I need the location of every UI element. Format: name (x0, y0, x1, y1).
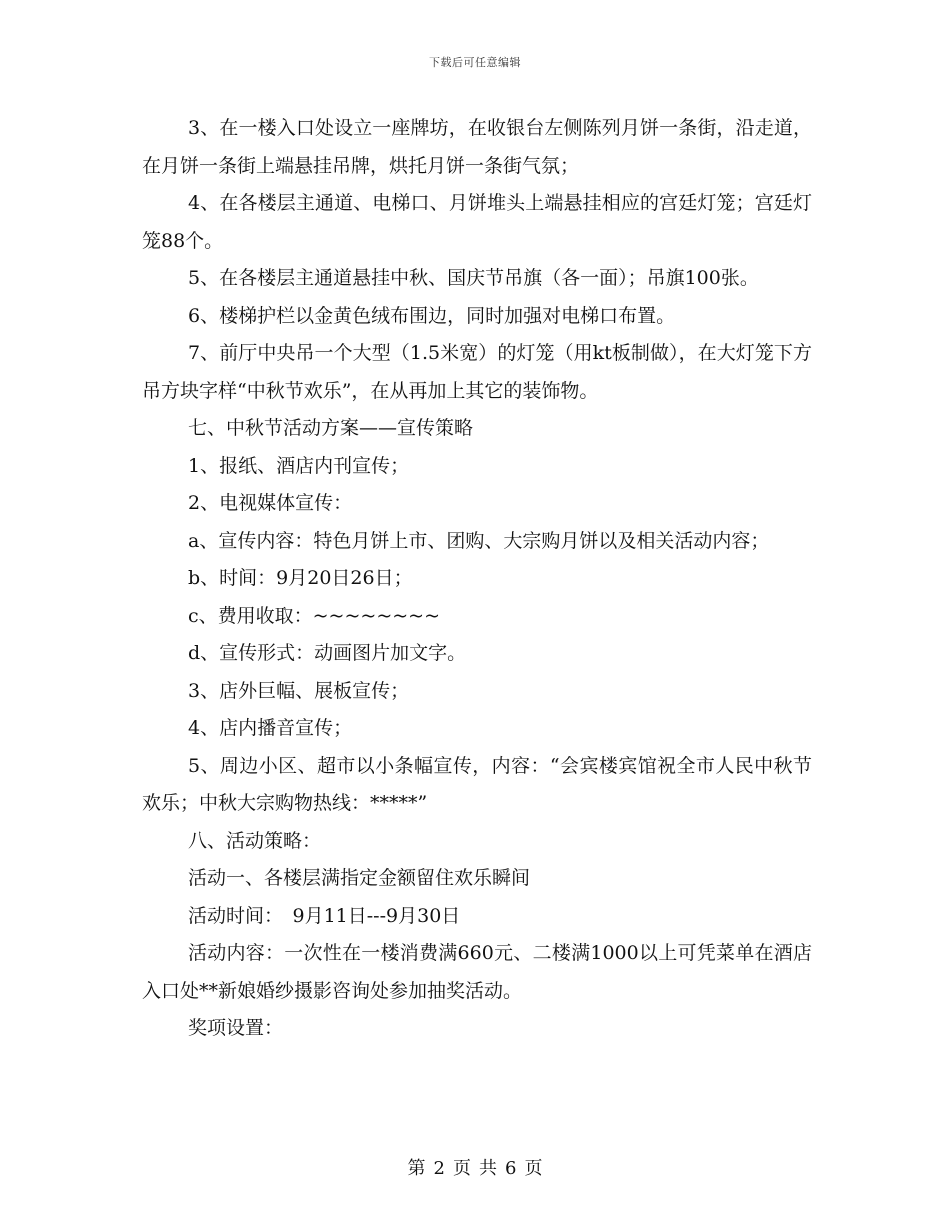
section-heading-promotion: 七、中秋节活动方案——宣传策略 (188, 417, 474, 439)
page-footer (0, 1154, 950, 1180)
footer-ye2: 页 (524, 1158, 543, 1179)
paragraph-decoration-7: 7、前厅中央吊一个大型（1.5米宽）的灯笼（用kt板制做），在大灯笼下方吊方块字样“中秋节欢乐”，在从再加上其它的装饰物。 (142, 342, 812, 402)
footer-di: 第 (407, 1158, 426, 1179)
paragraph-promo-2b: b、时间：9月20日26日； (188, 567, 413, 589)
paragraph-prize-settings: 奖项设置： (188, 1017, 284, 1039)
footer-page-number: 2 (433, 1158, 445, 1179)
section-heading-strategy: 八、活动策略： (188, 829, 322, 852)
paragraph-promo-3: 3、店外巨幅、展板宣传； (188, 679, 410, 702)
document-body (142, 110, 812, 1048)
footer-total-pages: 6 (505, 1158, 517, 1179)
footer-gong: 共 (479, 1158, 497, 1179)
paragraph-promo-2: 2、电视媒体宣传： (188, 492, 353, 514)
paragraph-decoration-5: 5、在各楼层主通道悬挂中秋、国庆节吊旗（各一面）；吊旗100张。 (188, 267, 759, 289)
paragraph-promo-2a: a、宣传内容：特色月饼上市、团购、大宗购月饼以及相关活动内容； (188, 529, 770, 552)
paragraph-activity-one: 活动一、各楼层满指定金额留住欢乐瞬间 (188, 867, 531, 889)
paragraph-promo-4: 4、店内播音宣传； (188, 717, 353, 739)
paragraph-promo-1: 1、报纸、酒店内刊宣传； (188, 454, 410, 477)
page-header-note: 下载后可任意编辑 (429, 56, 521, 69)
paragraph-promo-2c: c、费用收取：~~~~~~~~ (188, 604, 441, 627)
paragraph-activity-time: 活动时间： 9月11日---9月30日 (188, 904, 461, 927)
footer-ye: 页 (453, 1158, 471, 1179)
paragraph-promo-2d: d、宣传形式：动画图片加文字。 (188, 642, 467, 664)
paragraph-promo-5: 5、周边小区、超市以小条幅宣传，内容：“会宾楼宾馆祝全市人民中秋节欢乐；中秋大宗购物热线：*****” (142, 754, 812, 814)
paragraph-decoration-4: 4、在各楼层主通道、电梯口、月饼堆头上端悬挂相应的宫廷灯笼；宫廷灯笼88个。 (142, 192, 812, 252)
paragraph-decoration-3: 3、在一楼入口处设立一座牌坊，在收银台左侧陈列月饼一条街，沿走道，在月饼一条街上端悬挂吊牌，烘托月饼一条街气氛； (142, 117, 812, 177)
paragraph-decoration-6: 6、楼梯护栏以金黄色绒布围边，同时加强对电梯口布置。 (188, 304, 676, 327)
paragraph-activity-content: 活动内容：一次性在一楼消费满660元、二楼满1000以上可凭菜单在酒店入口处**新娘婚纱摄影咨询处参加抽奖活动。 (142, 942, 812, 1002)
